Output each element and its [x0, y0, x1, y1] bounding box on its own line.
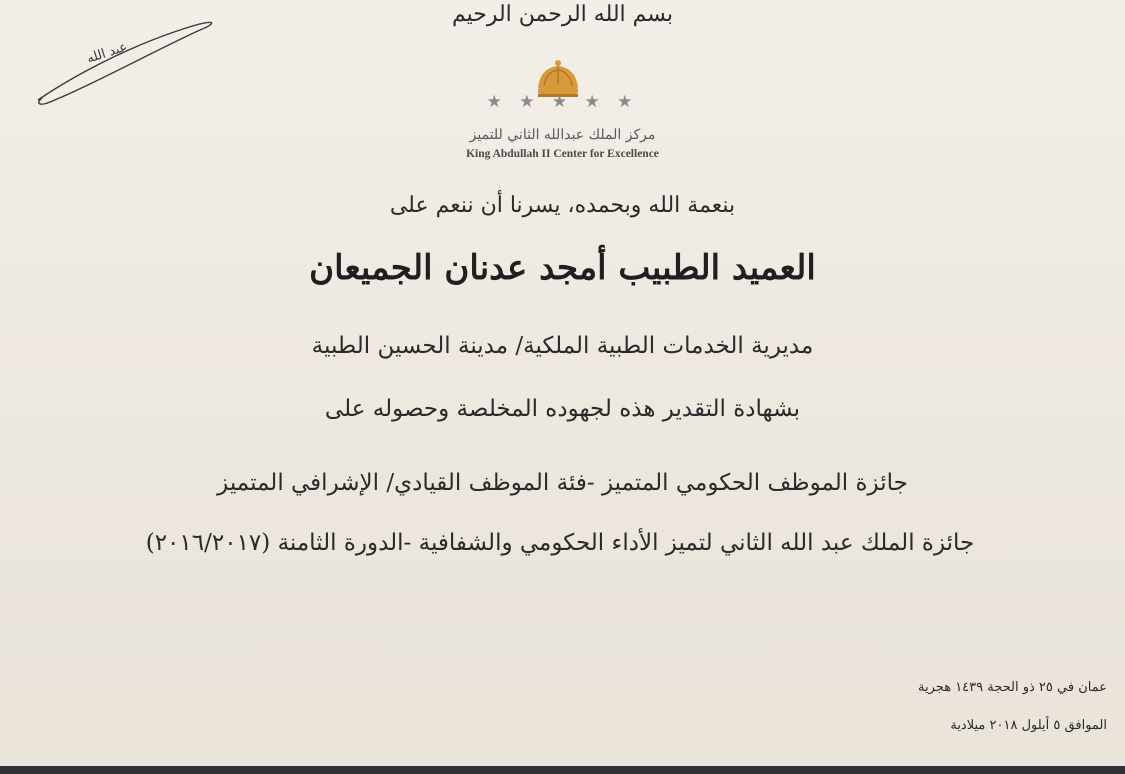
award-title: جائزة الموظف الحكومي المتميز -فئة الموظف القيادي/ الإشرافي المتميز — [217, 470, 908, 496]
certificate-statement: بشهادة التقدير هذه لجهوده المخلصة وحصوله على — [324, 396, 801, 422]
signature-text: عبد الله — [85, 39, 130, 67]
award-program: جائزة الملك عبد الله الثاني لتميز الأداء الحكومي والشفافية -الدورة الثامنة (٢٠١٦/٢٠١٧) — [145, 530, 975, 556]
bottom-edge — [0, 766, 1125, 774]
organization-name-english: King Abdullah II Center for Excellence — [466, 148, 659, 160]
recipient-name: العميد الطبيب أمجد عدنان الجميعان — [309, 248, 816, 288]
intro-text: بنعمة الله وبحمده، يسرنا أن ننعم على — [389, 193, 736, 218]
date-hijri: عمان في ٢٥ ذو الحجة ١٤٣٩ هجرية — [918, 680, 1107, 695]
department-text: مديرية الخدمات الطبية الملكية/ مدينة الحسين الطبية — [311, 333, 814, 359]
organization-name-arabic: مركز الملك عبدالله الثاني للتميز — [469, 127, 656, 143]
star-row: ★ ★ ★ ★ ★ — [486, 92, 639, 112]
date-gregorian: الموافق ٥ أيلول ٢٠١٨ ميلادية — [950, 718, 1107, 733]
basmala: بسم الله الرحمن الرحيم — [451, 2, 674, 27]
